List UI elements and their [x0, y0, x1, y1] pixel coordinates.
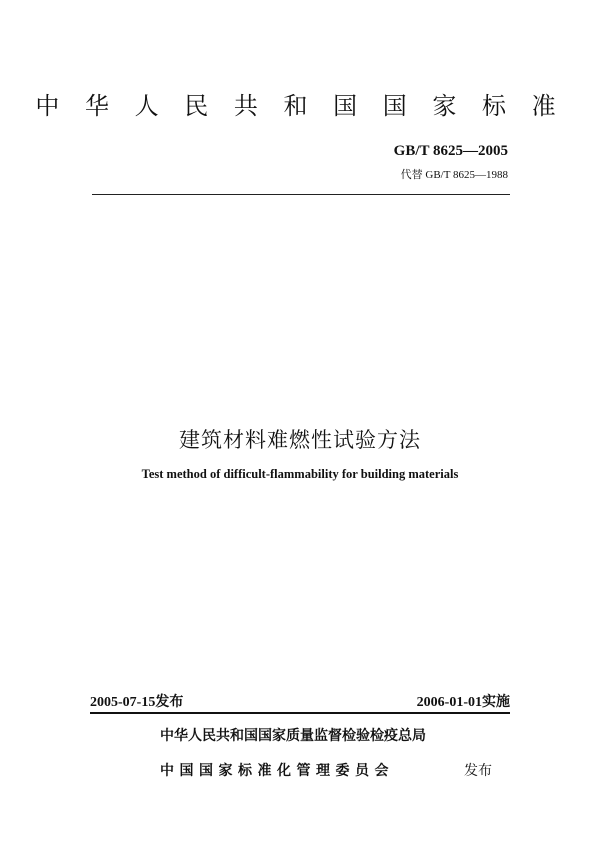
- footer-divider: [90, 712, 510, 714]
- publish-label: 发布: [464, 763, 492, 779]
- standard-number: GB/T 8625—2005: [393, 143, 508, 159]
- issuing-authority-sac: 中国国家标准化管理委员会: [160, 763, 394, 779]
- issue-date: 2005-07-15发布: [90, 695, 184, 710]
- implementation-date: 2006-01-01实施: [416, 695, 510, 710]
- document-title-english: Test method of difficult-flammability for building materials: [141, 467, 459, 481]
- issuing-authority-aqsiq: 中华人民共和国国家质量监督检验检疫总局: [160, 728, 426, 744]
- national-standard-title: 中 华 人 民 共 和 国 国 家 标 准: [35, 92, 565, 120]
- document-title-chinese: 建筑材料难燃性试验方法: [179, 428, 421, 452]
- header-divider: [92, 194, 510, 195]
- replaces-standard: 代替 GB/T 8625—1988: [400, 169, 508, 181]
